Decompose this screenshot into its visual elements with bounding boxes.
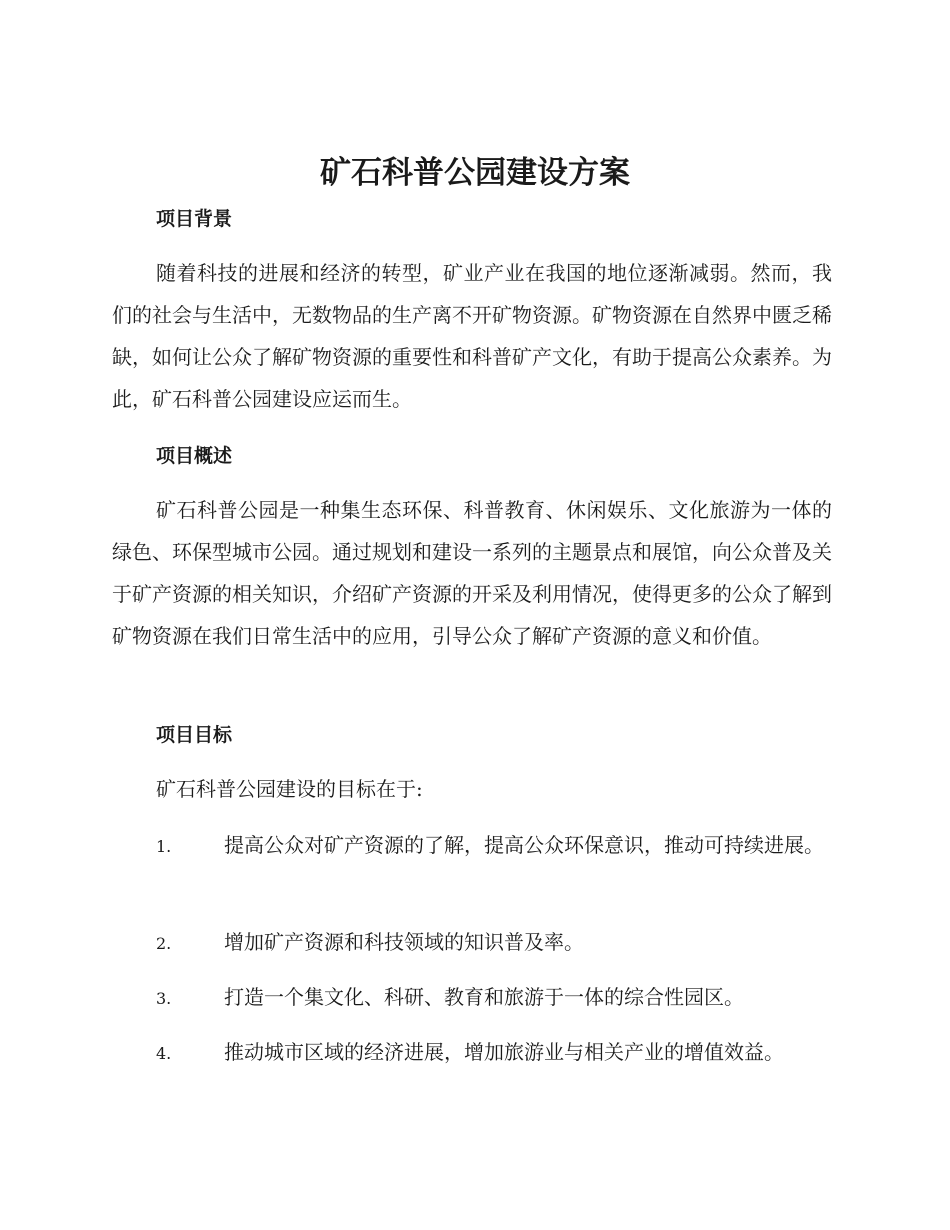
section-heading-background: 项目背景: [156, 208, 233, 230]
list-item: [112, 824, 832, 868]
section-heading-overview: 项目概述: [156, 445, 233, 467]
section-paragraph-goals: 矿石科普公园建设的目标在于:: [156, 777, 423, 801]
list-item-text: 打造一个集文化、科研、教育和旅游于一体的综合性园区。: [224, 985, 744, 1009]
list-item-number: 1.: [156, 837, 172, 856]
document-title: 矿石科普公园建设方案: [320, 155, 630, 191]
list-item: [112, 976, 832, 1020]
list-item-text: 增加矿产资源和科技领域的知识普及率。: [224, 930, 584, 954]
list-item-number: 3.: [156, 989, 172, 1008]
section-paragraph-overview: 矿石科普公园是一种集生态环保、科普教育、休闲娱乐、文化旅游为一体的绿色、环保型城市公园。通过规划和建设一系列的主题景点和展馆，向公众普及关于矿产资源的相关知识，介绍矿产资源的开采及利用情况，使得更多的公众了解到矿物资源在我们日常生活中的应用，引导公众了解矿产资源的意义和价值。: [112, 498, 832, 648]
list-item-text: 推动城市区域的经济进展，增加旅游业与相关产业的增值效益。: [224, 1040, 784, 1064]
list-item-number: 2.: [156, 934, 172, 953]
section-heading-goals: 项目目标: [156, 724, 233, 746]
list-item-number: 4.: [156, 1044, 172, 1063]
list-item-text: 提高公众对矿产资源的了解，提高公众环保意识，推动可持续进展。: [224, 833, 824, 857]
list-item: [112, 921, 832, 965]
list-item: [112, 1031, 832, 1075]
section-paragraph-background: 随着科技的进展和经济的转型，矿业产业在我国的地位逐渐减弱。然而，我们的社会与生活中，无数物品的生产离不开矿物资源。矿物资源在自然界中匮乏稀缺，如何让公众了解矿物资源的重要性和科普矿产文化，有助于提高公众素养。为此，矿石科普公园建设应运而生。: [112, 261, 832, 411]
